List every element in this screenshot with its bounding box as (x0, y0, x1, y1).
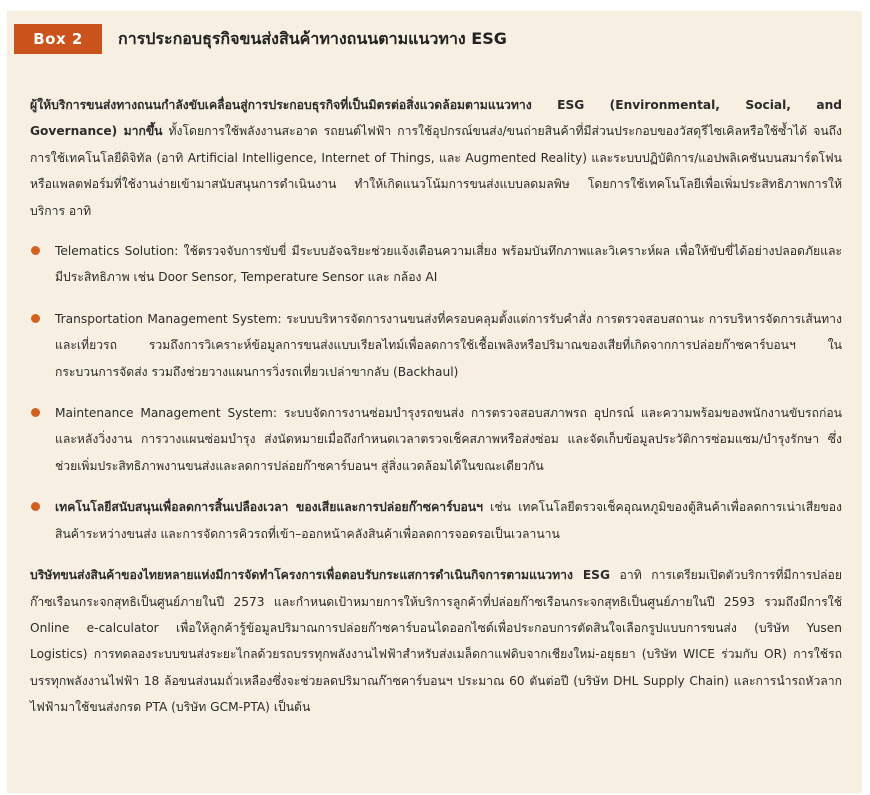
closing-text: อาทิ การเตรียมเปิดตัวบริการที่มีการปล่อยก๊าซเรือนกระจกสุทธิเป็นศูนย์ภายในปี 2573 และกำหนดเป้าหมายการให้บริการลูกค้าที่ปล่อยก๊าซเรือนกระจกสุทธิเป็นศูนย์ภายในปี 2593 รวมถึงมีการใช้ Online e-calculator เพื่อให้ลูกค้ารู้ข้อมูลปริมาณการปล่อยก๊าซคาร์บอนไดออกไซด์เพื่อประกอบการตัดสินใจเลือกรูปแบบการขนส่ง (บริษัท Yusen Logistics) การทดลองระบบขนส่งระยะไกลด้วยรถบรรทุกพลังงานไฟฟ้าสำหรับส่งเมล็ดกาแฟดิบจากเชียงใหม่-อยุธยา (บริษัท WICE ร่วมกับ OR) การใช้รถบรรทุกพลังงานไฟฟ้า 18 ล้อขนส่งนมถั่วเหลืองซึ่งจะช่วยลดปริมาณก๊าซคาร์บอนฯ ประมาณ 60 ตันต่อปี (บริษัท DHL Supply Chain) และการนำรถหัวลากไฟฟ้ามาใช้ขนส่งกรด PTA (บริษัท GCM-PTA) เป็นต้น (30, 568, 842, 715)
bullet-lead: Transportation Management System: (55, 311, 282, 326)
list-item (30, 400, 842, 479)
bullet-lead: Telematics Solution: (55, 244, 179, 259)
bullet-text: ระบบบริหารจัดการงานขนส่งที่ครอบคลุมตั้งแต่การรับคำสั่ง การตรวจสอบสถานะ การบริหารจัดการเส้นทางและเที่ยวรถ รวมถึงการวิเคราะห์ข้อมูลการขนส่งแบบเรียลไทม์เพื่อลดการใช้เชื้อเพลิงหรือปริมาณของเสียที่เกิดจากการปล่อยก๊าซคาร์บอนฯ ในกระบวนการจัดส่ง รวมถึงช่วยวางแผนการวิ่งรถเที่ยวเปล่าขากลับ (Backhaul) (55, 311, 842, 379)
bullet-icon (31, 408, 40, 417)
intro-text: ทั้งโดยการใช้พลังงานสะอาด รถยนต์ไฟฟ้า การใช้อุปกรณ์ขนส่ง/ขนถ่ายสินค้าที่มีส่วนประกอบของวัสดุรีไซเคิลหรือใช้ซ้ำได้ จนถึงการใช้เทคโนโลยีดิจิทัล (อาทิ Artificial Intelligence, Internet of Things, และ Augmented Reality) และระบบปฏิบัติการ/แอปพลิเคชันบนสมาร์ตโฟนหรือแพลตฟอร์มที่ใช้งานง่ายเข้ามาสนับสนุนการดำเนินงาน ทำให้เกิดแนวโน้มการขนส่งแบบลดมลพิษ โดยการใช้เทคโนโลยีเพื่อเพิ่มประสิทธิภาพการให้บริการ อาทิ (30, 124, 842, 218)
box-header (14, 24, 507, 54)
list-item (30, 306, 842, 385)
bullet-text: เช่น เทคโนโลยีตรวจเช็คอุณหภูมิของตู้สินค้าเพื่อลดการเน่าเสียของสินค้าระหว่างขนส่ง และการจัดการคิวรถที่เข้า–ออกหน้าคลังสินค้าเพื่อลดการจอดรอเป็นเวลานาน (55, 500, 842, 541)
bullet-icon (31, 502, 40, 511)
bullet-text: ใช้ตรวจจับการขับขี่ มีระบบอัจฉริยะช่วยแจ้งเตือนความเสี่ยง พร้อมบันทึกภาพและวิเคราะห์ผล เพื่อให้ขับขี่ได้อย่างปลอดภัยและมีประสิทธิภาพ เช่น Door Sensor, Temperature Sensor และ กล้อง AI (55, 244, 842, 285)
bullet-icon (31, 246, 40, 255)
closing-paragraph (30, 562, 842, 720)
technology-list (30, 238, 842, 547)
list-item (30, 238, 842, 291)
box-content (30, 92, 842, 721)
box-title: การประกอบธุรกิจขนส่งสินค้าทางถนนตามแนวทาง ESG (118, 28, 507, 48)
list-item (30, 494, 842, 547)
box-tag: Box 2 (14, 24, 102, 54)
intro-paragraph (30, 92, 842, 224)
intro-bold: ผู้ให้บริการขนส่งทางถนนกำลังขับเคลื่อนสู่การประกอบธุรกิจที่เป็นมิตรต่อสิ่งแวดล้อมตามแนวทาง ESG (Environmental, Social, and Governance) มากขึ้น (30, 98, 842, 139)
closing-bold: บริษัทขนส่งสินค้าของไทยหลายแห่งมีการจัดทำโครงการเพื่อตอบรับกระแสการดำเนินกิจการตามแนวทาง ESG (30, 568, 610, 583)
bullet-lead: Maintenance Management System: (55, 406, 277, 421)
bullet-lead: เทคโนโลยีสนับสนุนเพื่อลดการสิ้นเปลืองเวลา ของเสียและการปล่อยก๊าซคาร์บอนฯ (55, 500, 483, 515)
bullet-text: ระบบจัดการงานซ่อมบำรุงรถขนส่ง การตรวจสอบสภาพรถ อุปกรณ์ และความพร้อมของพนักงานขับรถก่อนและหลังวิ่งงาน การวางแผนซ่อมบำรุง ส่งนัดหมายเมื่อถึงกำหนดเวลาตรวจเช็คสภาพหรือส่งซ่อม และจัดเก็บข้อมูลประวัติการซ่อมแซม/บำรุงรักษา ซึ่งช่วยเพิ่มประสิทธิภาพงานขนส่งและลดการปล่อยก๊าซคาร์บอนฯ สู่สิ่งแวดล้อมได้ในขณะเดียวกัน (55, 406, 842, 473)
bullet-icon (31, 314, 40, 323)
